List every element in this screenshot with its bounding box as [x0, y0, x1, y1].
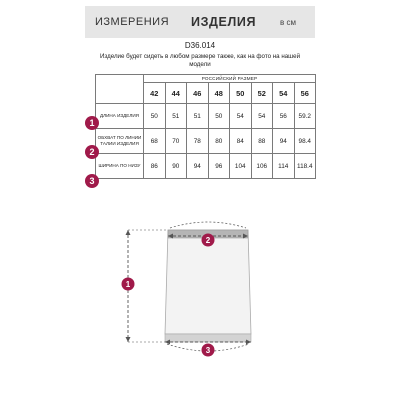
size-cell: 56: [294, 83, 316, 104]
size-cell: 46: [187, 83, 209, 104]
diagram-label-1: 1: [125, 280, 131, 289]
table-cell: 84: [230, 129, 252, 154]
table-cell: 50: [144, 104, 166, 129]
size-cell: 42: [144, 83, 166, 104]
waist-back-curve: [170, 222, 246, 228]
fit-note: Изделие будет сидеть в любом размере также, как на фото на нашей модели: [99, 53, 301, 68]
size-header: РОССИЙСКИЙ РАЗМЕР: [144, 75, 316, 83]
table-cell: 94: [273, 129, 295, 154]
table-cell: 96: [208, 154, 230, 179]
row-badge-1: 1: [85, 116, 99, 130]
diagram-badge-3: [202, 344, 215, 357]
row-label: ОБХВАТ ПО ЛИНИИ ТАЛИИ ИЗДЕЛИЯ: [96, 129, 144, 154]
header-title-mid: ИЗДЕЛИЯ: [191, 15, 257, 29]
table-cell: 80: [208, 129, 230, 154]
header-unit: в см: [280, 17, 297, 27]
measurements-table: [95, 74, 316, 179]
table-cell: 68: [144, 129, 166, 154]
diagram-label-2: 2: [205, 236, 211, 245]
size-cell: 50: [230, 83, 252, 104]
diagram-badge-1: [122, 278, 135, 291]
table-cell: 56: [273, 104, 295, 129]
size-cell: 54: [273, 83, 295, 104]
row-badge-3: 3: [85, 174, 99, 188]
table-cell: 90: [165, 154, 187, 179]
table-cell: 59.2: [294, 104, 316, 129]
table-row-hem: [96, 154, 316, 179]
header-title-left: ИЗМЕРЕНИЯ: [95, 16, 170, 28]
size-cell: 44: [165, 83, 187, 104]
table-cell: 50: [208, 104, 230, 129]
diagram-label-3: 3: [205, 346, 211, 355]
row-label: ШИРИНА ПО НИЗУ: [96, 154, 144, 179]
product-code: D36.014: [184, 41, 216, 50]
table-cell: 98.4: [294, 129, 316, 154]
table-cell: 51: [187, 104, 209, 129]
table-cell: 88: [251, 129, 273, 154]
table-cell: 114: [273, 154, 295, 179]
table-cell: 118.4: [294, 154, 316, 179]
row-badge-2: 2: [85, 145, 99, 159]
table-cell: 104: [230, 154, 252, 179]
table-cell: 94: [187, 154, 209, 179]
row-label: ДЛИНА ИЗДЕЛИЯ: [96, 104, 144, 129]
size-cell: 52: [251, 83, 273, 104]
table-cell: 54: [251, 104, 273, 129]
skirt-hem-band: [165, 334, 251, 342]
table-cell: 51: [165, 104, 187, 129]
size-cell: 48: [208, 83, 230, 104]
table-corner-cell: [96, 75, 144, 104]
table-row-waist: [96, 129, 316, 154]
header-bar: [85, 6, 315, 38]
diagram-badge-2: [202, 234, 215, 247]
table-cell: 106: [251, 154, 273, 179]
skirt-diagram: [82, 218, 318, 368]
table-cell: 54: [230, 104, 252, 129]
table-cell: 78: [187, 129, 209, 154]
size-chart-sheet: [82, 0, 318, 400]
table-row-length: [96, 104, 316, 129]
table-cell: 86: [144, 154, 166, 179]
table-cell: 70: [165, 129, 187, 154]
